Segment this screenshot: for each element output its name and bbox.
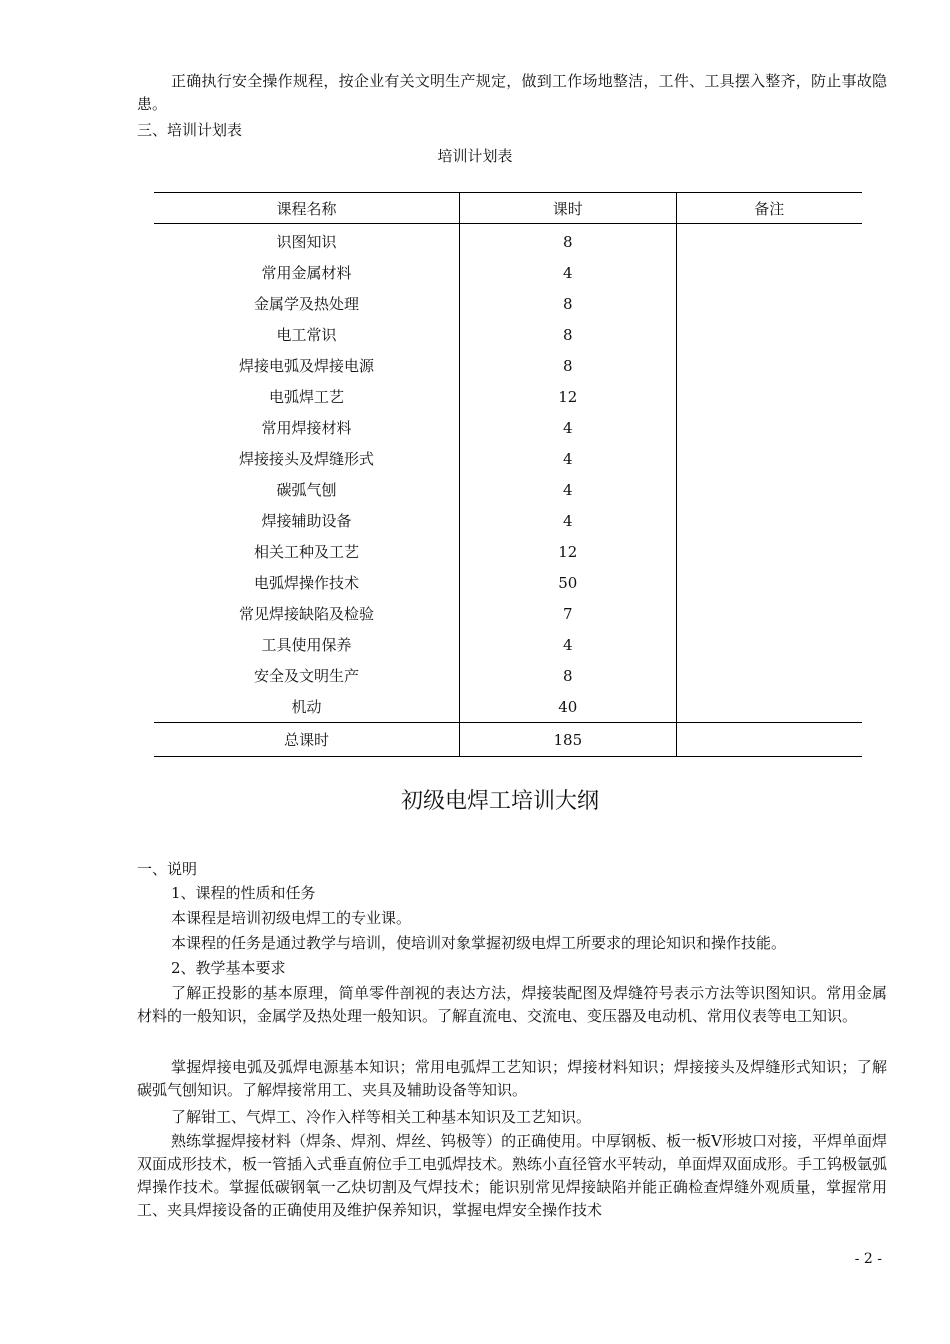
course-hours: 8 [460, 660, 676, 691]
table-row [154, 505, 862, 536]
course-note [676, 381, 862, 412]
course-hours: 8 [460, 319, 676, 350]
course-name: 金属学及热处理 [154, 288, 460, 319]
table-row [154, 412, 862, 443]
course-hours: 4 [460, 443, 676, 474]
course-note [676, 319, 862, 350]
course-name: 电弧焊工艺 [154, 381, 460, 412]
course-note [676, 443, 862, 474]
course-name: 常用金属材料 [154, 257, 460, 288]
course-hours: 12 [460, 381, 676, 412]
course-hours: 4 [460, 629, 676, 660]
outline-paragraph-5: 了解钳工、气焊工、冷作入样等相关工种基本知识及工艺知识。 [171, 1108, 592, 1126]
table-total-row [154, 723, 862, 757]
course-note [676, 567, 862, 598]
total-note [676, 723, 862, 757]
header-hours: 课时 [460, 193, 676, 224]
table-row [154, 567, 862, 598]
outline-title: 初级电焊工培训大纲 [400, 789, 599, 814]
course-note [676, 474, 862, 505]
course-note [676, 257, 862, 288]
course-hours: 4 [460, 505, 676, 536]
course-note [676, 536, 862, 567]
course-name: 识图知识 [154, 224, 460, 258]
course-name: 电工常识 [154, 319, 460, 350]
table-row [154, 536, 862, 567]
header-course-name: 课程名称 [154, 193, 460, 224]
intro-paragraph: 正确执行安全操作规程，按企业有关文明生产规定，做到工作场地整洁，工件、工具摆入整齐，防止事故隐患。 [137, 72, 887, 113]
outline-paragraph-4: 掌握焊接电弧及弧焊电源基本知识；常用电弧焊工艺知识；焊接材料知识；焊接接头及焊缝形式知识；了解碳弧气刨知识。了解焊接常用工、夹具及辅助设备等知识。 [137, 1058, 887, 1099]
course-hours: 12 [460, 536, 676, 567]
outline-paragraph-6: 熟练掌握焊接材料（焊条、焊剂、焊丝、钨极等）的正确使用。中厚钢板、板一板V形坡口对接，平焊单面焊双面成形技术，板一管插入式垂直俯位手工电弧焊技术。熟练小直径管水平转动，单面焊双面成形。手工钨极氩弧焊操作技术。掌握低碳钢氧一乙炔切割及气焊技术；能识别常见焊接缺陷并能正确检查焊缝外观质量，掌握常用工、夹具焊接设备的正确使用及维护保养知识，掌握电焊安全操作技术 [137, 1132, 888, 1219]
course-name: 常用焊接材料 [154, 412, 460, 443]
total-label: 总课时 [154, 723, 460, 757]
course-note [676, 224, 862, 258]
course-name: 电弧焊操作技术 [154, 567, 460, 598]
course-hours: 50 [460, 567, 676, 598]
subheading-teaching-requirements: 2、教学基本要求 [171, 959, 286, 977]
page-number: - 2 - [854, 1251, 882, 1267]
table-row [154, 350, 862, 381]
course-name: 常见焊接缺陷及检验 [154, 598, 460, 629]
section-heading-training-plan: 三、培训计划表 [137, 121, 243, 139]
course-hours: 4 [460, 257, 676, 288]
course-hours: 8 [460, 224, 676, 258]
course-note [676, 660, 862, 691]
training-plan-table [154, 192, 862, 757]
table-row [154, 629, 862, 660]
course-name: 焊接电弧及焊接电源 [154, 350, 460, 381]
course-name: 焊接接头及焊缝形式 [154, 443, 460, 474]
course-name: 碳弧气刨 [154, 474, 460, 505]
course-name: 安全及文明生产 [154, 660, 460, 691]
table-caption: 培训计划表 [437, 147, 513, 165]
table-row [154, 443, 862, 474]
total-hours: 185 [460, 723, 676, 757]
table-row [154, 381, 862, 412]
table-row [154, 288, 862, 319]
table-header-row [154, 193, 862, 224]
course-note [676, 288, 862, 319]
course-hours: 8 [460, 288, 676, 319]
table-row [154, 691, 862, 723]
course-note [676, 629, 862, 660]
course-hours: 4 [460, 412, 676, 443]
subheading-course-nature: 1、课程的性质和任务 [171, 884, 316, 902]
outline-paragraph-1: 本课程是培训初级电焊工的专业课。 [171, 909, 412, 927]
course-note [676, 350, 862, 381]
course-name: 工具使用保养 [154, 629, 460, 660]
table-row [154, 660, 862, 691]
course-note [676, 412, 862, 443]
course-name: 相关工种及工艺 [154, 536, 460, 567]
course-hours: 8 [460, 350, 676, 381]
outline-paragraph-3: 了解正投影的基本原理，简单零件剖视的表达方法，焊接装配图及焊缝符号表示方法等识图知识。常用金属材料的一般知识，金属学及热处理一般知识。了解直流电、交流电、变压器及电动机、常用仪表等电工知识。 [137, 984, 887, 1025]
table-row [154, 257, 862, 288]
course-name: 焊接辅助设备 [154, 505, 460, 536]
table-row [154, 319, 862, 350]
course-name: 机动 [154, 691, 460, 723]
course-note [676, 598, 862, 629]
table-row [154, 224, 862, 258]
course-note [676, 505, 862, 536]
header-notes: 备注 [676, 193, 862, 224]
course-hours: 40 [460, 691, 676, 723]
course-hours: 4 [460, 474, 676, 505]
course-hours: 7 [460, 598, 676, 629]
course-note [676, 691, 862, 723]
outline-paragraph-2: 本课程的任务是通过教学与培训，使培训对象掌握初级电焊工所要求的理论知识和操作技能。 [171, 934, 787, 952]
section-heading-explanation: 一、说明 [137, 860, 198, 878]
table-row [154, 474, 862, 505]
table-row [154, 598, 862, 629]
